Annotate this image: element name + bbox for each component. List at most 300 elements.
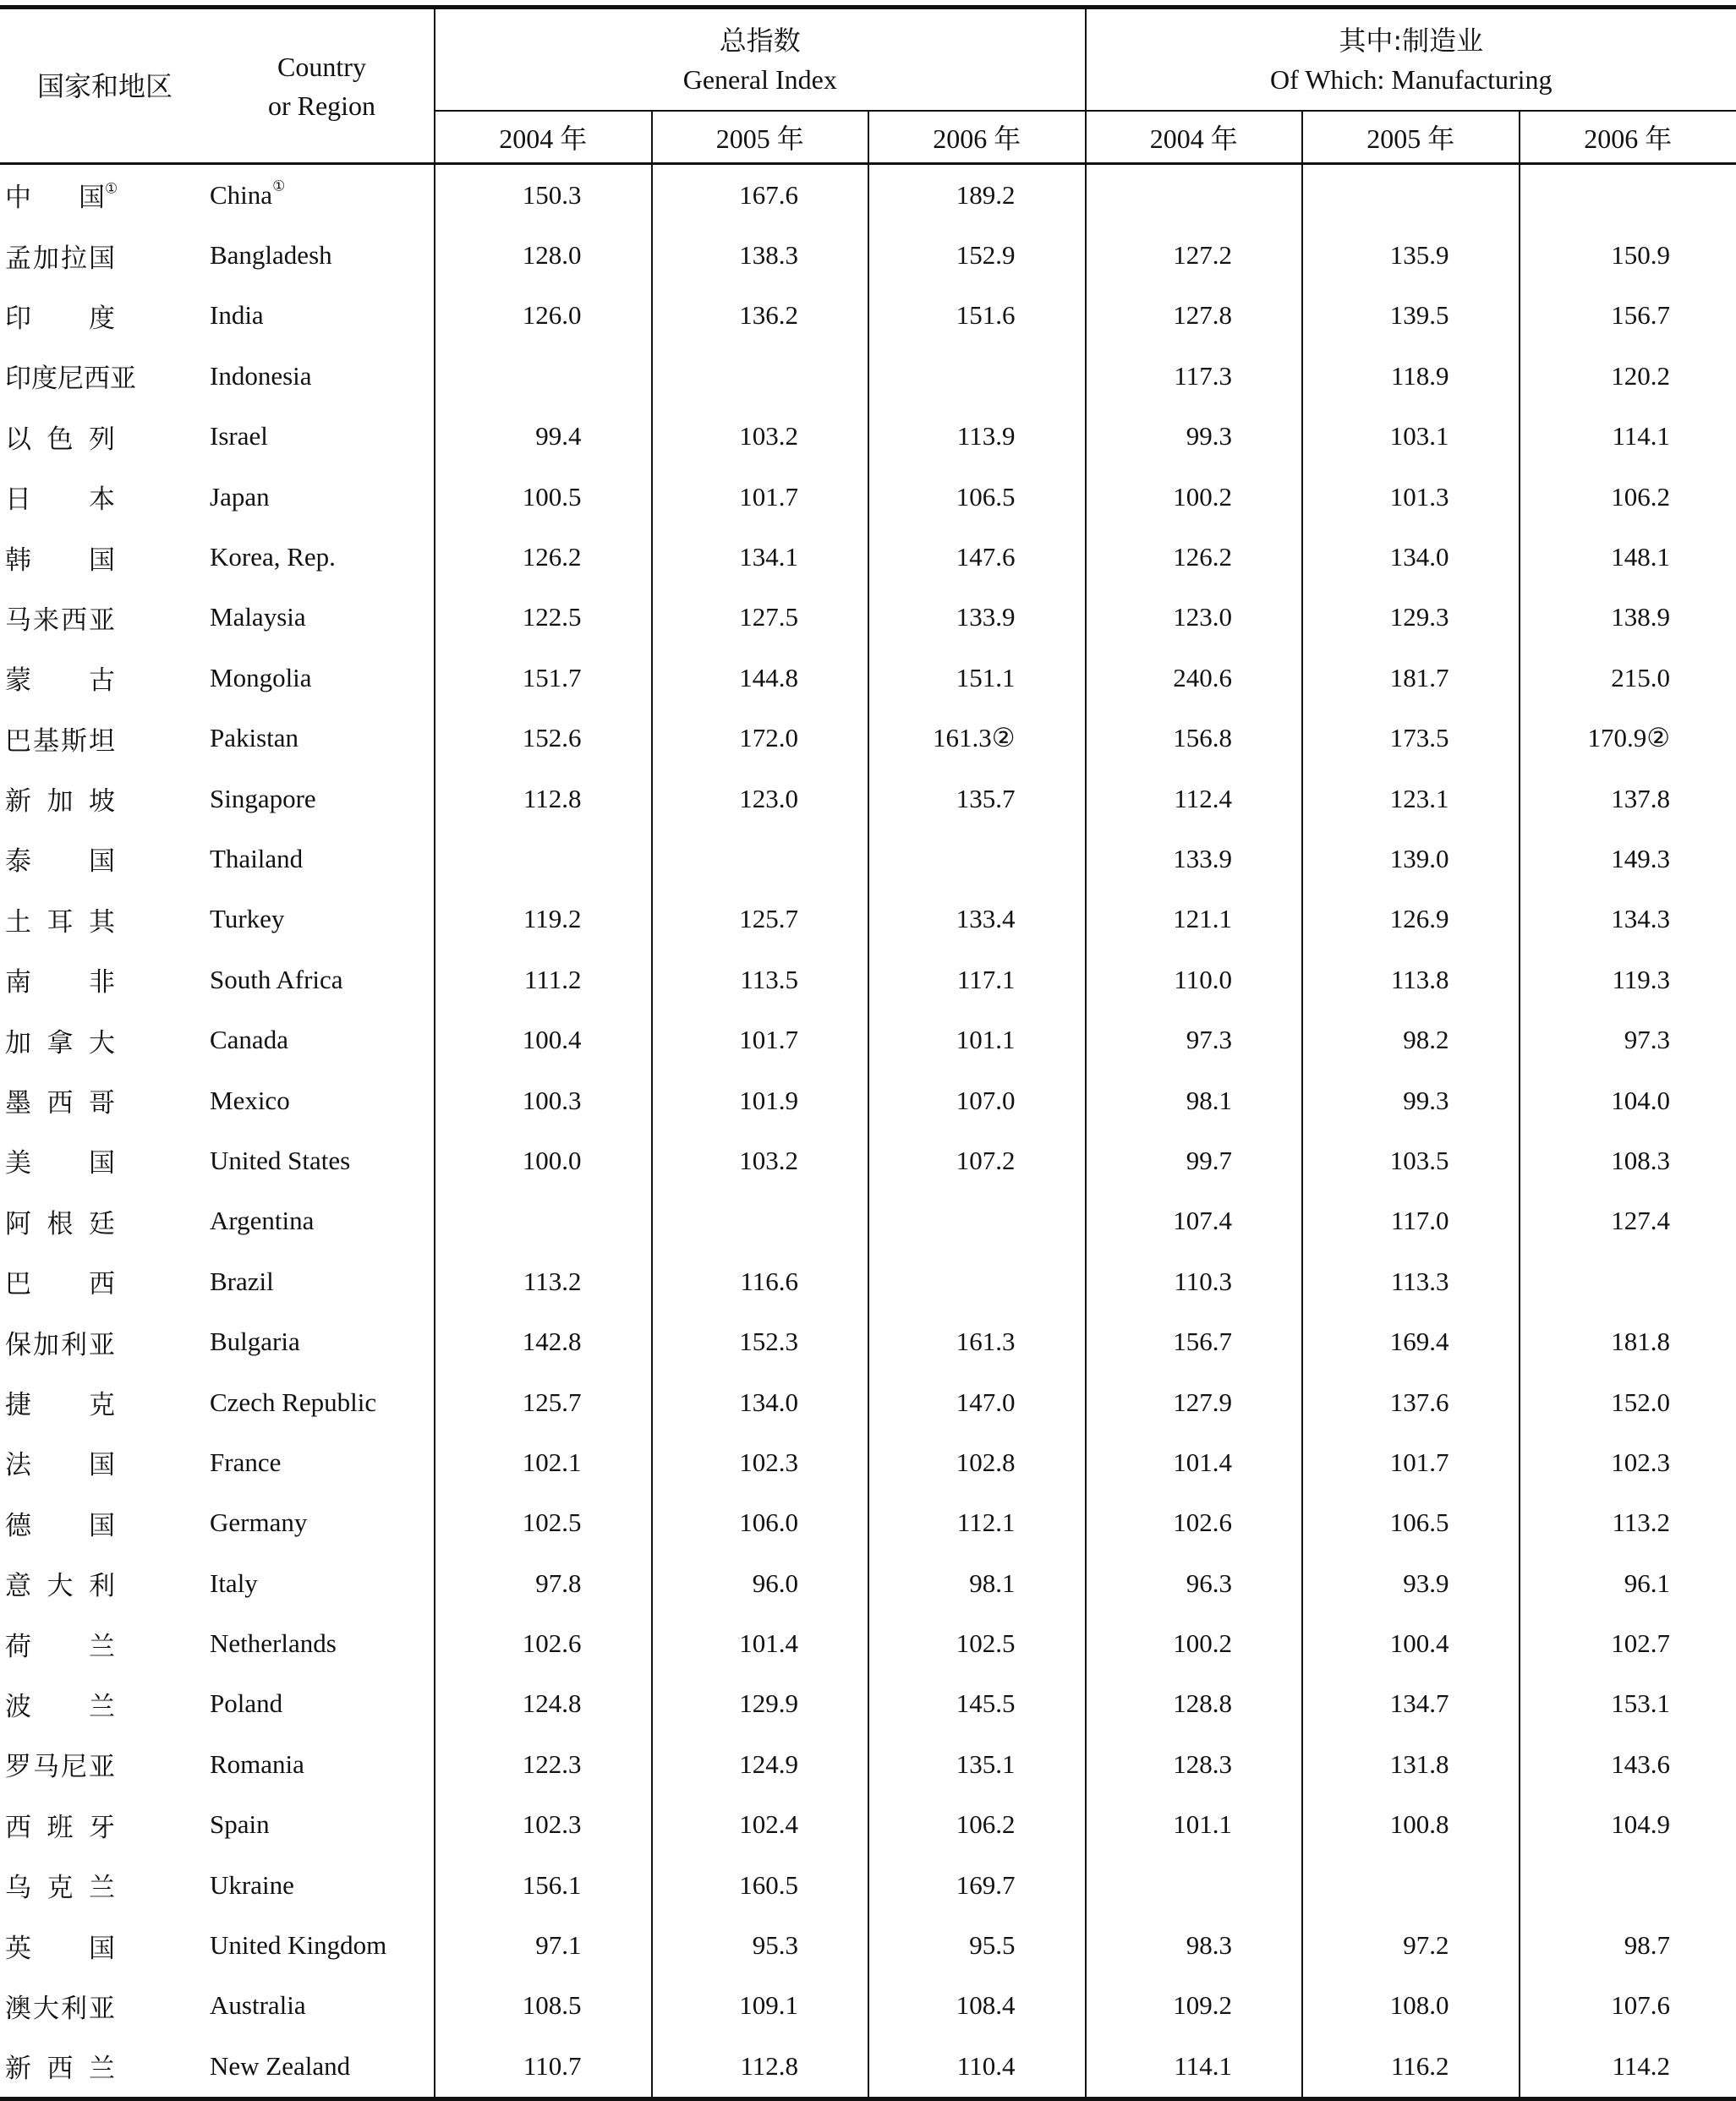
country-cn-cell: [0, 164, 210, 226]
country-en-cell: [210, 588, 435, 648]
country-en-cell: [210, 1976, 435, 2036]
value-cell: 123.0: [1086, 588, 1303, 648]
value-cell: 134.0: [1302, 527, 1520, 587]
value-cell: 102.1: [435, 1432, 652, 1492]
value-cell: 96.3: [1086, 1553, 1303, 1613]
value-cell: 103.2: [652, 1130, 869, 1190]
country-cn-cell: [0, 1009, 210, 1070]
value-cell: 126.9: [1302, 889, 1520, 949]
country-cn-name: 德国: [5, 1510, 115, 1541]
value-cell: 100.2: [1086, 1613, 1303, 1673]
value-cell: 121.1: [1086, 889, 1303, 949]
value-cell: 113.9: [868, 407, 1086, 467]
value-cell: 189.2: [868, 164, 1086, 226]
value-cell: [652, 346, 869, 406]
country-cn-cell: [0, 1493, 210, 1553]
value-cell: 97.1: [435, 1915, 652, 1975]
table-row: [0, 769, 1736, 829]
value-cell: 135.1: [868, 1734, 1086, 1794]
table-row: [0, 527, 1736, 587]
country-en-cell: [210, 648, 435, 708]
value-cell: 134.1: [652, 527, 869, 587]
table-row: [0, 1855, 1736, 1915]
value-cell: 118.9: [1302, 346, 1520, 406]
country-en-name: South Africa: [210, 964, 343, 994]
value-cell: 107.2: [868, 1130, 1086, 1190]
value-cell: 110.0: [1086, 949, 1303, 1009]
value-cell: 152.9: [868, 225, 1086, 285]
country-en-cell: [210, 1734, 435, 1794]
value-cell: 119.2: [435, 889, 652, 949]
value-cell: 134.3: [1611, 904, 1671, 934]
value-cell: 120.2: [1611, 360, 1671, 391]
value-cell: 133.9: [1086, 829, 1303, 889]
country-en-cell: [210, 225, 435, 285]
country-en-name: United States: [210, 1145, 351, 1175]
country-en-cell: [210, 467, 435, 527]
country-cn-name: 澳大利亚: [5, 1993, 115, 2024]
value-cell: [1302, 164, 1520, 226]
country-cn-cell: [0, 1191, 210, 1251]
table-row: [0, 164, 1736, 226]
table-row: [0, 1976, 1736, 2036]
value-cell: 181.8: [1611, 1327, 1671, 1357]
country-en-name: India: [210, 300, 264, 331]
value-cell: [435, 346, 652, 406]
table-row: [0, 1915, 1736, 1975]
value-cell: 98.7: [1624, 1930, 1671, 1961]
value-cell: 122.5: [435, 588, 652, 648]
value-cell: 135.9: [1302, 225, 1520, 285]
table-row: [0, 889, 1736, 949]
value-cell: 133.4: [868, 889, 1086, 949]
header-manufacturing-en: Of Which: Manufacturing: [1270, 63, 1553, 95]
country-en-cell: [210, 1915, 435, 1975]
value-cell: 110.4: [868, 2036, 1086, 2098]
value-cell: 100.8: [1302, 1795, 1520, 1855]
value-cell: 117.3: [1086, 346, 1303, 406]
country-en-name: Malaysia: [210, 602, 306, 632]
value-cell: 102.5: [868, 1613, 1086, 1673]
value-cell: 156.7: [1086, 1311, 1303, 1371]
country-cn-name: 巴基斯坦: [5, 725, 115, 757]
country-cn-cell: [0, 889, 210, 949]
country-cn-name: 意大利: [5, 1571, 115, 1602]
header-year-mfg-2005: 2005 年: [1302, 111, 1520, 164]
country-en-cell: [210, 164, 435, 226]
value-cell: 137.6: [1302, 1372, 1520, 1432]
value-cell: 104.9: [1611, 1809, 1671, 1840]
value-cell: 99.3: [1302, 1070, 1520, 1130]
country-cn-name: 孟加拉国: [5, 243, 115, 274]
header-general-index-en: General Index: [682, 63, 837, 95]
table-row: [0, 648, 1736, 708]
table-row: [0, 1311, 1736, 1371]
value-cell: 100.4: [435, 1009, 652, 1070]
country-en-name: Netherlands: [210, 1628, 337, 1659]
country-en-cell: [210, 769, 435, 829]
value-cell: 123.0: [652, 769, 869, 829]
value-cell: [1302, 1855, 1520, 1915]
country-en-cell: [210, 346, 435, 406]
value-cell: 145.5: [868, 1674, 1086, 1734]
value-cell: [1520, 1251, 1736, 1311]
footnote-marker: ①: [105, 180, 118, 198]
value-cell: 153.1: [1611, 1688, 1671, 1719]
value-cell: 161.3: [868, 1311, 1086, 1371]
value-cell: 152.3: [652, 1311, 869, 1371]
value-cell: [868, 1191, 1086, 1251]
country-en-name: Pakistan: [210, 723, 299, 753]
value-cell: 151.6: [868, 286, 1086, 346]
country-en-name: Germany: [210, 1507, 308, 1538]
table-row: [0, 1130, 1736, 1190]
value-cell: 95.5: [868, 1915, 1086, 1975]
country-cn-cell: [0, 1795, 210, 1855]
value-cell: 149.3: [1611, 843, 1671, 873]
value-cell: 99.3: [1086, 407, 1303, 467]
country-en-name: United Kingdom: [210, 1930, 387, 1961]
value-cell: 147.6: [868, 527, 1086, 587]
value-cell: 102.6: [1086, 1493, 1303, 1553]
country-cn-cell: [0, 1915, 210, 1975]
country-en-name: New Zealand: [210, 2050, 351, 2081]
country-cn-name: 捷克: [5, 1390, 115, 1420]
value-cell: 93.9: [1302, 1553, 1520, 1613]
value-cell: 102.6: [435, 1613, 652, 1673]
table-row: [0, 467, 1736, 527]
value-cell: 119.3: [1612, 964, 1671, 994]
country-en-cell: [210, 1553, 435, 1613]
value-cell: [1520, 1855, 1736, 1915]
value-cell: 143.6: [1611, 1748, 1671, 1779]
value-cell: 108.5: [435, 1976, 652, 2036]
country-cn-cell: [0, 1553, 210, 1613]
country-cn-name: 以色列: [5, 424, 115, 455]
header-country-cn-text: 国家和地区: [36, 69, 173, 102]
value-cell: 156.7: [1611, 300, 1671, 331]
country-en-name: Brazil: [210, 1266, 274, 1296]
value-cell: 167.6: [652, 164, 869, 226]
value-cell: 142.8: [435, 1311, 652, 1371]
value-cell: 152.0: [1611, 1387, 1671, 1417]
value-cell: 151.7: [435, 648, 652, 708]
value-cell: 106.0: [652, 1493, 869, 1553]
value-cell: 127.4: [1611, 1206, 1671, 1236]
country-cn-name: 印度尼西亚: [5, 364, 136, 395]
value-cell: 144.8: [652, 648, 869, 708]
country-en-name: Singapore: [210, 783, 316, 813]
table-row: [0, 1070, 1736, 1130]
country-cn-cell: [0, 346, 210, 406]
header-general-index-cn: 总指数: [719, 24, 801, 57]
value-cell: 240.6: [1086, 648, 1303, 708]
value-cell: 128.8: [1086, 1674, 1303, 1734]
value-cell: 129.3: [1302, 588, 1520, 648]
footnote-marker: ①: [272, 178, 286, 194]
value-cell: 108.4: [868, 1976, 1086, 2036]
table-row: [0, 407, 1736, 467]
country-cn-cell: [0, 949, 210, 1009]
country-en-name: Bangladesh: [210, 240, 332, 271]
value-cell: [868, 1251, 1086, 1311]
value-cell: 97.2: [1302, 1915, 1520, 1975]
value-cell: 101.3: [1302, 467, 1520, 527]
value-cell: 161.3②: [868, 709, 1086, 769]
value-cell: 112.8: [652, 2036, 869, 2098]
value-cell: 102.3: [1611, 1447, 1671, 1477]
value-cell: 181.7: [1302, 648, 1520, 708]
value-cell: 114.2: [1612, 2050, 1671, 2081]
value-cell: 100.2: [1086, 467, 1303, 527]
country-cn-cell: [0, 225, 210, 285]
country-cn-cell: [0, 588, 210, 648]
country-cn-name: 泰国: [5, 846, 115, 878]
value-cell: [868, 346, 1086, 406]
value-cell: 98.3: [1086, 1915, 1303, 1975]
header-country-en: [210, 8, 435, 164]
header-general-index: [435, 8, 1086, 112]
header-year-general-2006: 2006 年: [868, 111, 1086, 164]
value-cell: 100.0: [435, 1130, 652, 1190]
value-cell: 134.0: [652, 1372, 869, 1432]
table-row: [0, 1553, 1736, 1613]
value-cell: 113.2: [435, 1251, 652, 1311]
value-cell: 97.3: [1086, 1009, 1303, 1070]
country-cn-cell: [0, 1674, 210, 1734]
value-cell: 101.1: [1086, 1795, 1303, 1855]
country-en-cell: [210, 1251, 435, 1311]
country-en-cell: [210, 1070, 435, 1130]
country-cn-cell: [0, 769, 210, 829]
country-en-cell: [210, 527, 435, 587]
value-cell: 103.5: [1302, 1130, 1520, 1190]
header-manufacturing: [1086, 8, 1736, 112]
country-cn-cell: [0, 1251, 210, 1311]
header-country-cn: [0, 8, 210, 164]
country-cn-cell: [0, 286, 210, 346]
country-cn-name: 荷兰: [5, 1631, 115, 1662]
value-cell: 103.2: [652, 407, 869, 467]
value-cell: 102.7: [1611, 1628, 1671, 1659]
country-en-name: Poland: [210, 1688, 283, 1719]
country-cn-name: 日本: [5, 484, 115, 516]
country-cn-name: 波兰: [5, 1691, 115, 1722]
table-row: [0, 1734, 1736, 1794]
country-en-cell: [210, 286, 435, 346]
country-en-name: Romania: [210, 1748, 304, 1779]
value-cell: 148.1: [1611, 542, 1671, 572]
country-en-name: Mexico: [210, 1085, 290, 1115]
country-cn-cell: [0, 709, 210, 769]
country-cn-name: 韩国: [5, 544, 115, 576]
country-cn-name: 加拿大: [5, 1027, 115, 1059]
value-cell: 102.5: [435, 1493, 652, 1553]
value-cell: 113.5: [652, 949, 869, 1009]
value-cell: 112.1: [868, 1493, 1086, 1553]
value-cell: 100.5: [435, 467, 652, 527]
value-cell: [435, 829, 652, 889]
country-en-name: Mongolia: [210, 662, 312, 692]
value-cell: 107.6: [1611, 1990, 1671, 2021]
value-cell: 116.6: [652, 1251, 869, 1311]
country-cn-name: 蒙古: [5, 665, 115, 697]
value-cell: 137.8: [1611, 783, 1671, 813]
table-row: [0, 949, 1736, 1009]
country-en-name: France: [210, 1447, 282, 1477]
value-cell: 147.0: [868, 1372, 1086, 1432]
country-en-cell: [210, 1372, 435, 1432]
value-cell: 97.8: [435, 1553, 652, 1613]
country-cn-name: 阿根廷: [5, 1208, 115, 1239]
country-cn-name: 印度: [5, 303, 115, 334]
country-en-cell: [210, 709, 435, 769]
value-cell: 124.8: [435, 1674, 652, 1734]
country-en-name: Australia: [210, 1990, 306, 2021]
value-cell: 156.8: [1086, 709, 1303, 769]
country-cn-name: 中国: [5, 183, 105, 214]
country-en-name: Turkey: [210, 904, 285, 934]
value-cell: 134.7: [1302, 1674, 1520, 1734]
country-cn-name: 罗马尼亚: [5, 1752, 115, 1783]
country-cn-name: 英国: [5, 1933, 115, 1964]
country-cn-cell: [0, 1130, 210, 1190]
country-en-cell: [210, 829, 435, 889]
table-row: [0, 286, 1736, 346]
value-cell: 123.1: [1302, 769, 1520, 829]
table-row: [0, 1674, 1736, 1734]
country-en-name: Korea, Rep.: [210, 542, 336, 572]
value-cell: 100.4: [1302, 1613, 1520, 1673]
country-en-name: China: [210, 179, 273, 210]
value-cell: 102.3: [435, 1795, 652, 1855]
country-cn-cell: [0, 648, 210, 708]
country-cn-name: 南非: [5, 967, 115, 999]
table-row: [0, 1191, 1736, 1251]
value-cell: 112.4: [1086, 769, 1303, 829]
country-en-cell: [210, 1191, 435, 1251]
value-cell: 126.0: [435, 286, 652, 346]
value-cell: 102.4: [652, 1795, 869, 1855]
table-row: [0, 588, 1736, 648]
country-en-cell: [210, 889, 435, 949]
value-cell: 113.3: [1302, 1251, 1520, 1311]
value-cell: 112.8: [435, 769, 652, 829]
country-en-name: Canada: [210, 1025, 288, 1055]
country-cn-cell: [0, 407, 210, 467]
country-cn-name: 西班牙: [5, 1812, 115, 1843]
value-cell: 127.8: [1086, 286, 1303, 346]
header-year-general-2004: 2004 年: [435, 111, 652, 164]
value-cell: 107.0: [868, 1070, 1086, 1130]
value-cell: 96.1: [1624, 1568, 1671, 1598]
country-cn-name: 新西兰: [5, 2054, 115, 2085]
country-cn-cell: [0, 1311, 210, 1371]
value-cell: 114.1: [1612, 421, 1671, 451]
country-cn-cell: [0, 1070, 210, 1130]
value-cell: 114.1: [1086, 2036, 1303, 2098]
value-cell: 98.1: [868, 1553, 1086, 1613]
value-cell: 102.3: [652, 1432, 869, 1492]
header-year-general-2005: 2005 年: [652, 111, 869, 164]
value-cell: 136.2: [652, 286, 869, 346]
value-cell: 117.0: [1302, 1191, 1520, 1251]
value-cell: 97.3: [1624, 1025, 1671, 1055]
country-en-name: Bulgaria: [210, 1327, 300, 1357]
value-cell: 125.7: [435, 1372, 652, 1432]
value-cell: 101.7: [652, 1009, 869, 1070]
value-cell: 109.1: [652, 1976, 869, 2036]
value-cell: 131.8: [1302, 1734, 1520, 1794]
value-cell: 139.5: [1302, 286, 1520, 346]
country-en-cell: [210, 1130, 435, 1190]
table-row: [0, 829, 1736, 889]
value-cell: 98.1: [1086, 1070, 1303, 1130]
value-cell: 101.9: [652, 1070, 869, 1130]
country-cn-name: 马来西亚: [5, 605, 115, 636]
table-body: [0, 164, 1736, 2099]
country-cn-name: 保加利亚: [5, 1329, 115, 1360]
value-cell: 107.4: [1086, 1191, 1303, 1251]
industrial-index-table: [0, 5, 1736, 2101]
country-cn-cell: [0, 1734, 210, 1794]
header-manufacturing-cn: 其中:制造业: [1339, 24, 1484, 57]
value-cell: 113.2: [1612, 1507, 1671, 1538]
table-row: [0, 225, 1736, 285]
value-cell: 110.3: [1086, 1251, 1303, 1311]
country-en-name: Italy: [210, 1568, 258, 1598]
value-cell: 127.5: [652, 588, 869, 648]
value-cell: 127.2: [1086, 225, 1303, 285]
country-en-name: Thailand: [210, 843, 304, 873]
country-cn-cell: [0, 1976, 210, 2036]
value-cell: 111.2: [435, 949, 652, 1009]
value-cell: 108.0: [1302, 1976, 1520, 2036]
value-cell: [1520, 164, 1736, 226]
country-cn-name: 乌克兰: [5, 1873, 115, 1904]
country-en-cell: [210, 1009, 435, 1070]
country-en-cell: [210, 1795, 435, 1855]
value-cell: 138.3: [652, 225, 869, 285]
value-cell: 125.7: [652, 889, 869, 949]
value-cell: 101.4: [1086, 1432, 1303, 1492]
country-cn-name: 美国: [5, 1148, 115, 1179]
value-cell: 109.2: [1086, 1976, 1303, 2036]
header-year-mfg-2006: 2006 年: [1520, 111, 1736, 164]
value-cell: 152.6: [435, 709, 652, 769]
country-cn-cell: [0, 1855, 210, 1915]
value-cell: [652, 1191, 869, 1251]
value-cell: 116.2: [1302, 2036, 1520, 2098]
value-cell: 102.8: [868, 1432, 1086, 1492]
country-cn-cell: [0, 1372, 210, 1432]
country-en-name: Czech Republic: [210, 1387, 377, 1417]
value-cell: 98.2: [1302, 1009, 1520, 1070]
value-cell: [1086, 1855, 1303, 1915]
value-cell: 108.3: [1611, 1145, 1671, 1175]
value-cell: 113.8: [1302, 949, 1520, 1009]
value-cell: 101.7: [1302, 1432, 1520, 1492]
country-cn-cell: [0, 527, 210, 587]
table-row: [0, 1493, 1736, 1553]
value-cell: 128.0: [435, 225, 652, 285]
value-cell: 135.7: [868, 769, 1086, 829]
table-row: [0, 1432, 1736, 1492]
value-cell: 101.4: [652, 1613, 869, 1673]
value-cell: 122.3: [435, 1734, 652, 1794]
value-cell: 150.9: [1611, 240, 1671, 271]
value-cell: 160.5: [652, 1855, 869, 1915]
